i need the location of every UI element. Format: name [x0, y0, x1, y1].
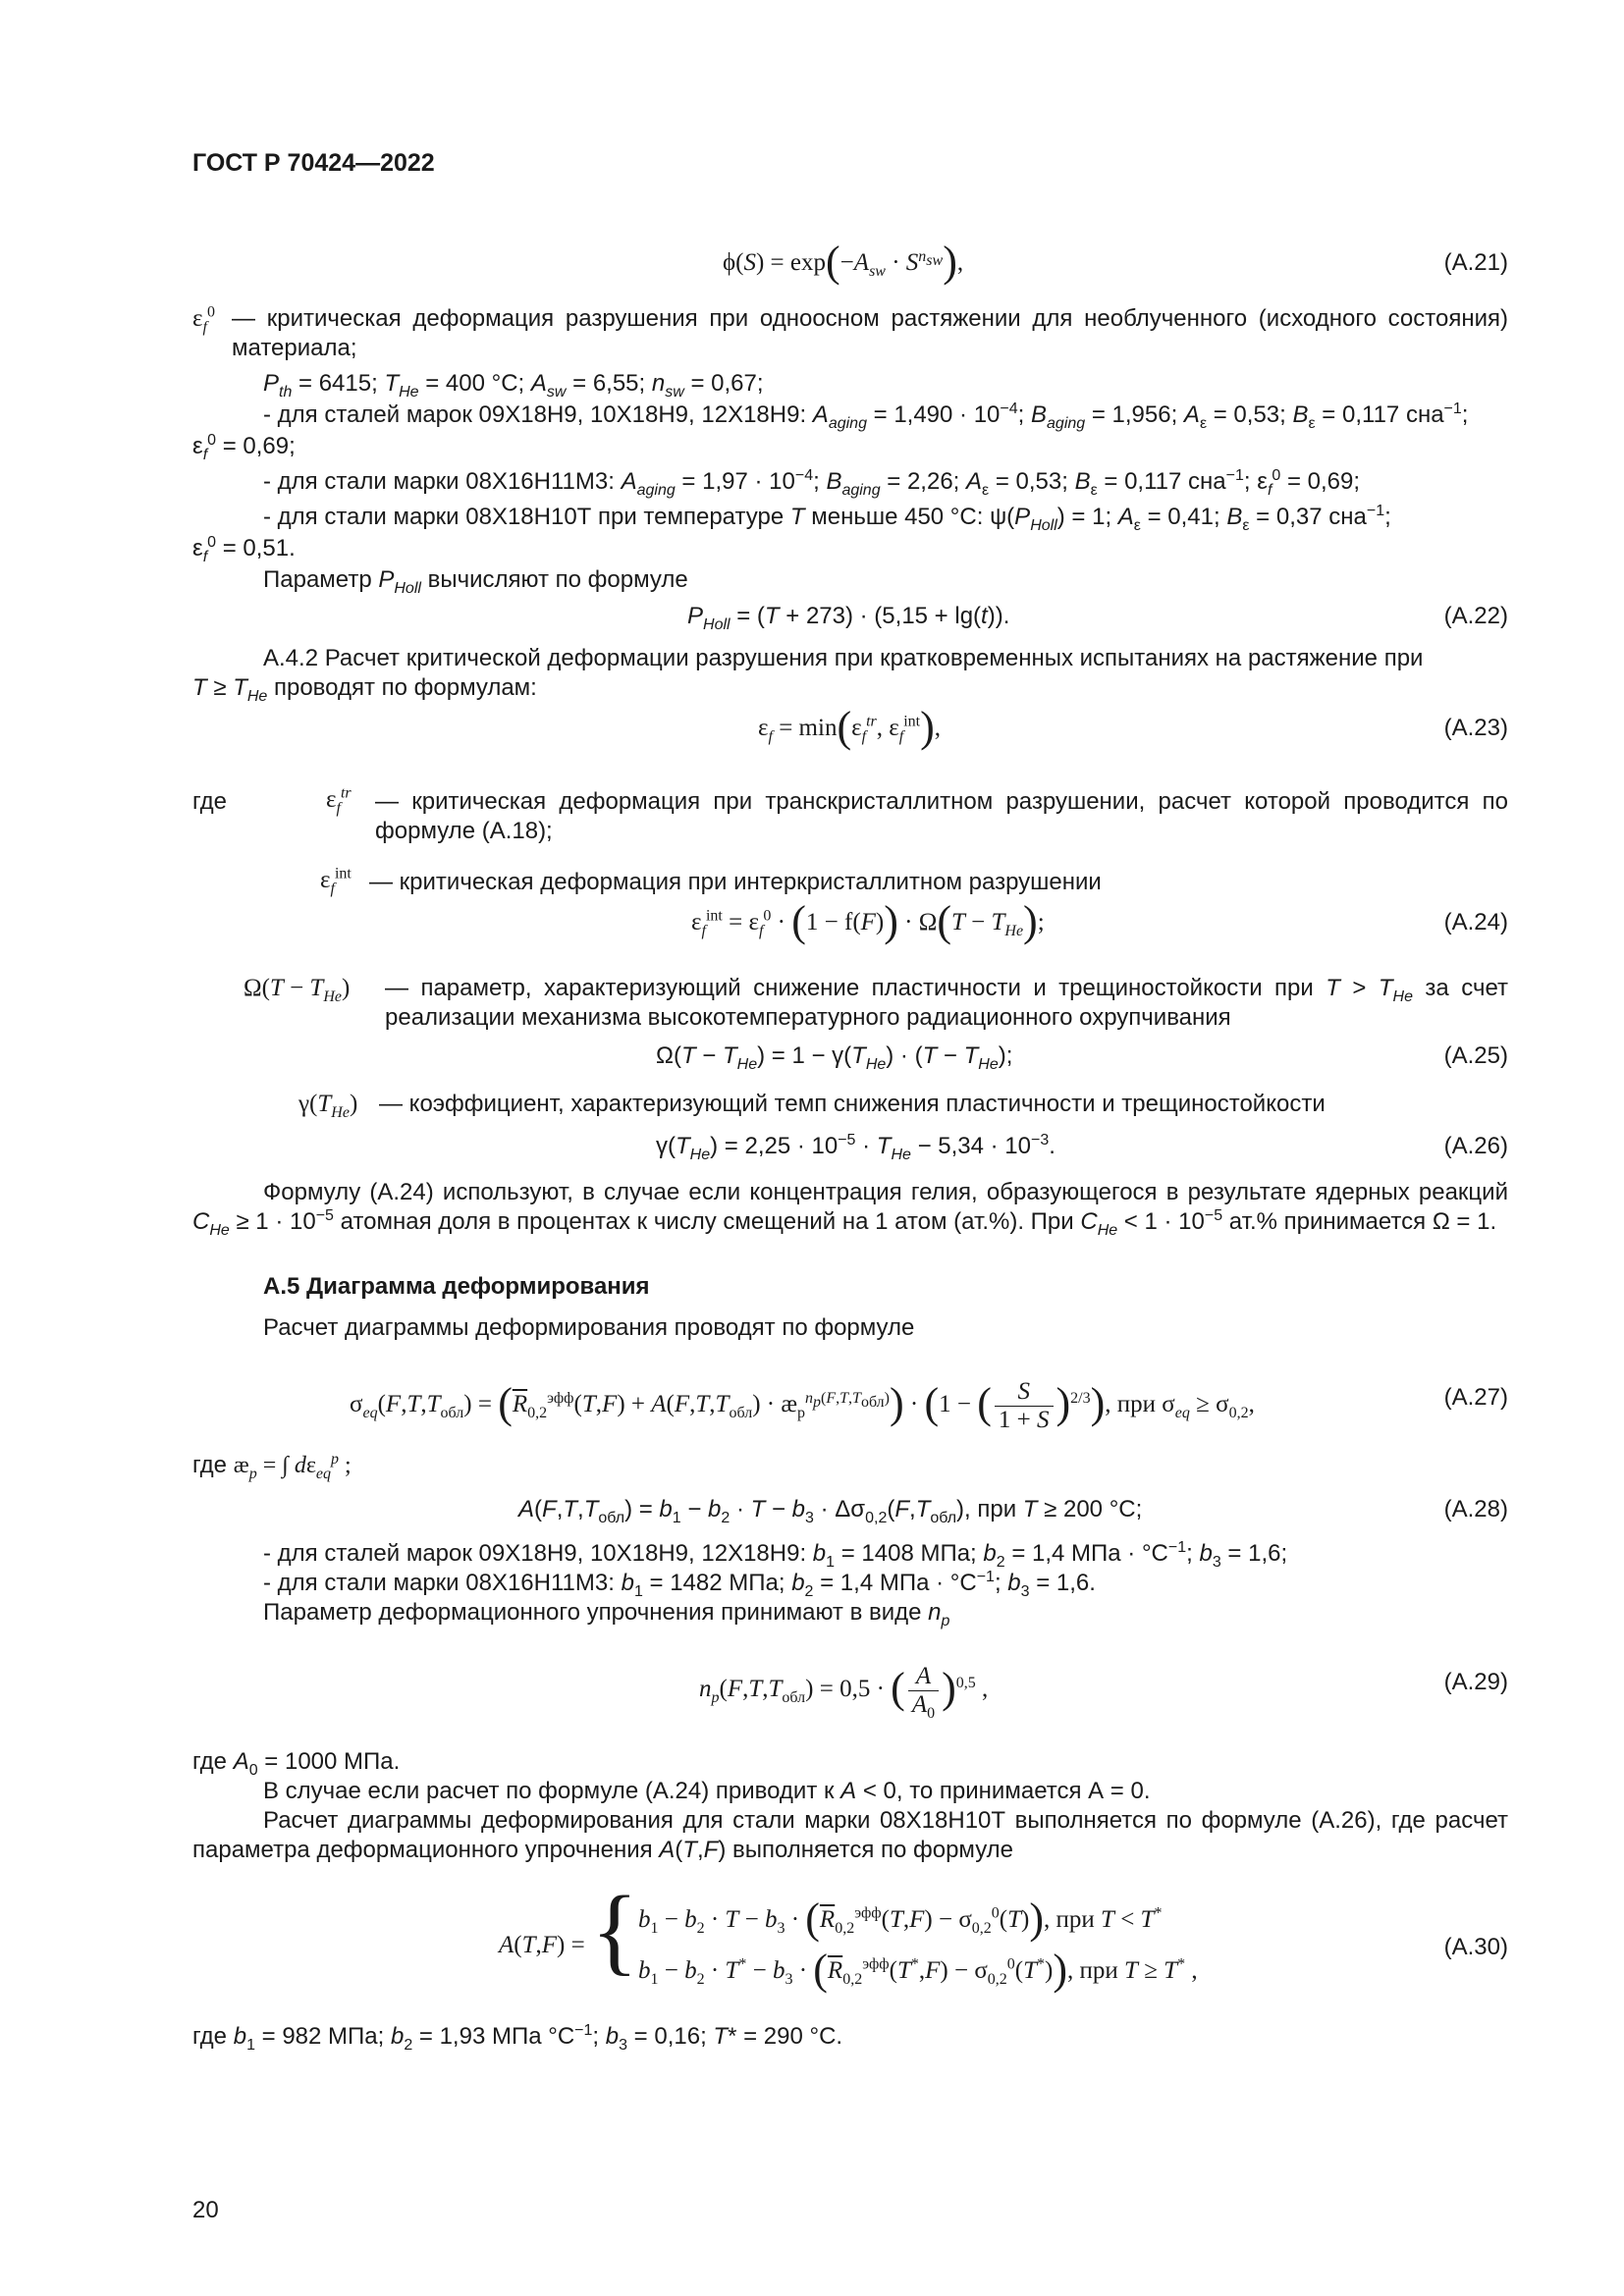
equation-a26: $\gamma(T_{He}) = 2,25 \cdot 10^{-5} \cdot T_{He} - 5,34 \cdot 10^{-3}$. (А.26): [656, 1132, 1508, 1163]
steel-params-2: - для стали марки 08Х16Н11М3: $A_{aging} = 1,97 \cdot 10^{-4}$; $B_{aging} = 2,26$; $A_\varepsilon = 0,53$; $B_\varepsilon = 0,117$ сна$^{-1}$; $\varepsilon_f^0 = 0,69$;: [263, 467, 1361, 499]
steel-params-3: - для стали марки 08Х18Н10Т при температуре T меньше 450 °С: $\psi(P_{Holl}) = 1$; $A_\varepsilon = 0,41$; $B_\varepsilon = 0,37$ сна$^{-1}$;: [263, 503, 1391, 534]
equation-a29: $n_p(F,T,T_{обл}) = 0,5$ · ( $\frac{A}{A_0}$ )$^{0,5}$ , (А.29): [699, 1663, 1508, 1722]
page-number: 20: [192, 2197, 219, 2223]
equation-a21: $\phi(S) = \exp(-A_{sw} \cdot S^{n_{sw}})$, (А.21): [723, 238, 1508, 286]
kappa-def: где $æ_p$ = ∫ $d\varepsilon_{eq}^p$ ;: [192, 1451, 352, 1482]
definition-ef0: $\varepsilon_f^0$ — критическая деформация разрушения при одноосном растяжении для необлученного (исходного состояния) материала;: [192, 303, 1508, 361]
params-block: $P_{th} = 6415$; $T_{He} = 400$ °С; $A_{sw} = 6,55$; $n_{sw} = 0,67$; - для сталей марок 09Х18Н9, 10Х18Н9, 12Х18Н9: $A_{aging} = 1,490 \cdot 10^{-4}$; $B_{aging} = 1,956$; $A_\varepsilon = 0,53$; $B_\varepsilon = 0,117$ сна$^{-1}$; $\varepsilon_f^0 = 0,69$; - для стали марки 08Х16Н11М3: $A_{aging} = 1,97 \cdot 10^{-4}$; $B_{aging} = 2,26$; $A_\varepsilon = 0,53$; $B_\varepsilon = 0,117$ сна$^{-1}$; $\varepsilon_f^0 = 0,69$; - для стали марки 08Х18Н10Т при температуре T меньше 450 °С: $\psi(P_{Holl}) = 1$; $A_\varepsilon = 0,41$; $B_\varepsilon = 0,37$ сна$^{-1}$; $\varepsilon_f^0 = 0,51$. Параметр $P_{Holl}$ вычисляют по формуле: [192, 369, 1508, 595]
definition-eftr: где $\varepsilon_f^{tr}$ — критическая деформация при транскристаллитном разрушении, расчет которой проводится по формуле (А.18);: [192, 784, 1508, 844]
steel-params-1: - для сталей марок 09Х18Н9, 10Х18Н9, 12Х18Н9: $A_{aging} = 1,490 \cdot 10^{-4}$; $B_{aging} = 1,956$; $A_\varepsilon = 0,53$; $B_\varepsilon = 0,117$ сна$^{-1}$;: [263, 400, 1469, 432]
equation-a24: $\varepsilon_f^{int} = \varepsilon_f^0 \cdot (1 - f(F)) \cdot \Omega(T - T_{He})$; (А.24): [691, 897, 1508, 945]
b-params: - для сталей марок 09Х18Н9, 10Х18Н9, 12Х18Н9: $b_1 = 1408$ МПа; $b_2 = 1,4$ МПа · $^\circ С^{-1}$; $b_3 = 1,6$; - для стали марки 08Х16Н11М3: $b_1 = 1482$ МПа; $b_2 = 1,4$ МПа · $^\circ С^{-1}$; $b_3 = 1,6$. Параметр деформационного упрочнения принимают в виде $n_p$: [263, 1539, 1288, 1629]
definition-gamma: $\gamma(T_{He})$ — коэффициент, характеризующий темп снижения пластичности и трещиностойкости: [298, 1091, 1326, 1121]
section-a5: А.5 Диаграмма деформирования Расчет диаграммы деформирования проводят по формуле: [192, 1272, 1508, 1343]
definition-omega: $\Omega(T - T_{He})$ — параметр, характеризующий снижение пластичности и трещиностойкости при $T > T_{He}$ за счет реализации механизма высокотемпературного радиационного охрупчивания: [244, 975, 1509, 1031]
equation-a27: $\sigma_{eq}(F,T,T_{обл}) = (\overline{R}_{0,2}^{эфф}(T,F) + A(F,T,T_{обл})$ · $æ_p^{n_p(F,T,T_{обл})}) \cdot (1$ − ( $\frac{S}{1 + S}$ )$^{2/3}$), при $\sigma_{eq} \ge \sigma_{0,2}$, (А.27): [350, 1378, 1508, 1433]
a0-block: где $A_0 = 1000$ МПа. В случае если расчет по формуле (А.24) приводит к A < 0, то принимается А = 0. Расчет диаграммы деформирования для стали марки 08Х18Н10Т выполняется по формуле (А.26), где расчет параметра деформационного упрочнения A(T,F) выполняется по формуле: [192, 1748, 1508, 1863]
equation-a28: $A(F,T,T_{обл}) = b_1 - b_2 \cdot T - b_3 \cdot \Delta\sigma_{0,2}(F,T_{обл})$, при T ≥ 200 °С; (А.28): [518, 1496, 1508, 1526]
document-header: ГОСТ Р 70424—2022: [192, 149, 435, 177]
helium-note: Формулу (А.24) используют, в случае если концентрация гелия, образующегося в результате ядерных реакций $C_{He} \ge 1 \cdot 10^{-5}$ атомная доля в процентах к числу смещений на 1 атом (ат.%). При $C_{He} < 1 \cdot 10^{-5}$ ат.% принимается Ω = 1.: [192, 1179, 1508, 1239]
equation-a30: A(T,F) = { $b_1 - b_2 \cdot T - b_3 \cdot (\overline{R}_{0,2}^{эфф}(T,F) - \sigma_{0,2}^0(T))$, при T < T* $b_1 - b_2 \cdot T^* - b_3 \cdot (\overline{R}_{0,2}^{эфф}(T^*,F) - \sigma_{0,2}^0(T^*))$, при T ≥ T* , (А.30): [499, 1875, 1508, 1994]
definition-efint: $\varepsilon_f^{int}$ — критическая деформация при интеркристаллитном разрушении: [320, 865, 1102, 897]
equation-a25: $\Omega(T - T_{He}) = 1 - \gamma(T_{He}) \cdot (T - T_{He})$; (А.25): [656, 1042, 1508, 1073]
section-a42: А.4.2 Расчет критической деформации разрушения при кратковременных испытаниях на растяжение при $T \ge T_{He}$ проводят по формулам:: [192, 645, 1424, 705]
section-title: А.5 Диаграмма деформирования: [263, 1273, 650, 1300]
equation-a22: $P_{Holl} = (T + 273) \cdot (5,15 + \lg(t))$. (А.22): [687, 603, 1508, 633]
final-params: где $b_1 = 982$ МПа; $b_2 = 1,93$ МПа $^\circ С^{-1}$; $b_3 = 0,16$; T* = 290 °С.: [192, 2022, 843, 2054]
equation-a23: $\varepsilon_f = \min(\varepsilon_f^{tr}$, $\varepsilon_f^{int}$), (А.23): [758, 703, 1508, 751]
